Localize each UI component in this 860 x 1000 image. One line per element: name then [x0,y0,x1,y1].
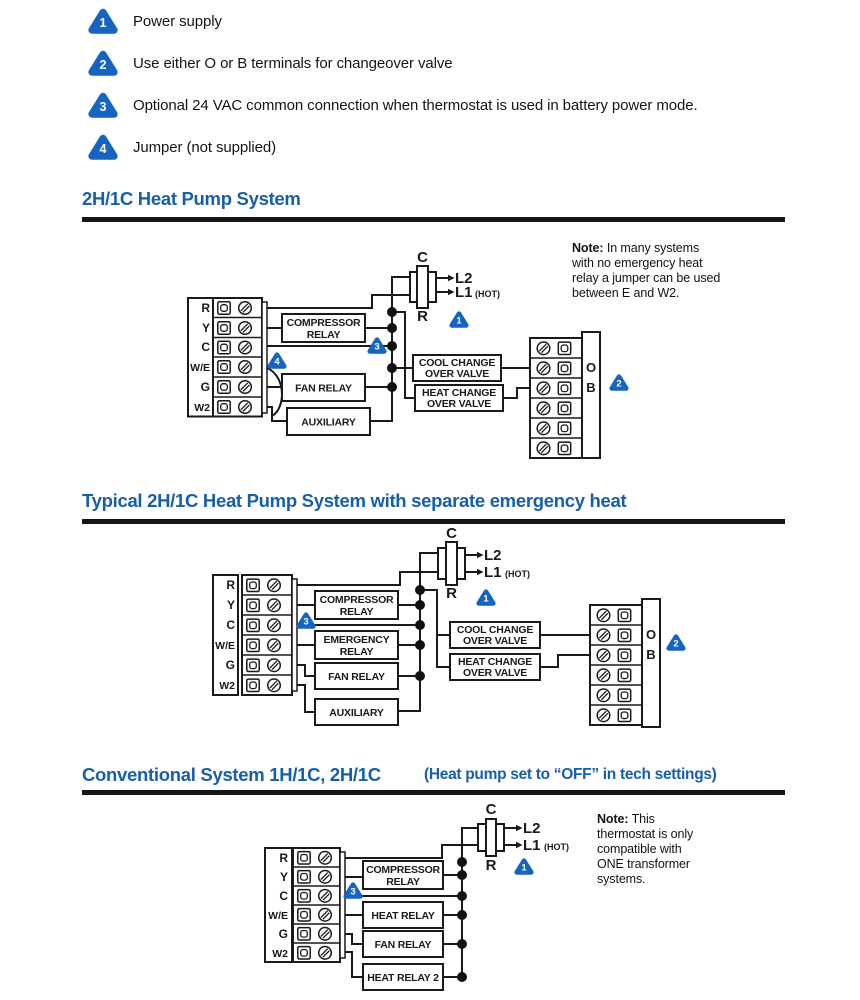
marker-3: 3 [350,886,356,898]
compressor-relay-line1: COMPRESSOR [286,317,361,329]
transformer-r-label: R [485,857,497,874]
legend-text-2: Use either O or B terminals for changeover valve [133,54,453,72]
l1-label: L1 [455,284,473,301]
l1-label: L1 [484,564,502,581]
terminal-label-y: Y [279,870,288,884]
transformer-r-label: R [446,585,457,602]
thermostat-terminal-block [213,575,297,695]
l2-label: L2 [523,820,541,837]
fan-relay-label: FAN RELAY [374,939,432,951]
cool-valve-line2: OVER VALVE [462,635,528,647]
section-1-title: 2H/1C Heat Pump System [82,188,301,209]
transformer-c-label: C [485,801,497,818]
strip-b-label: B [646,647,656,662]
auxiliary-label: AUXILIARY [301,416,356,429]
compressor-relay-line1: COMPRESSOR [319,594,394,606]
marker-2: 2 [616,378,622,390]
terminal-label-r: R [279,851,288,865]
l2-label: L2 [484,547,502,564]
compressor-relay-line2: RELAY [339,606,374,618]
l2-label: L2 [455,270,473,287]
l1-hot-label: (HOT) [544,842,569,852]
svg-text:1: 1 [99,16,107,30]
strip-b-label: B [586,380,596,395]
terminal-label-g: G [200,380,210,394]
section-2-title: Typical 2H/1C Heat Pump System with separate emergency heat [82,490,627,511]
diagram-conventional [265,801,569,990]
terminal-label-w2: W2 [219,680,235,692]
marker-1: 1 [456,315,462,327]
strip-o-label: O [585,360,597,375]
marker-2: 2 [673,638,679,650]
diagram-2h1c-emergency-heat [213,525,683,727]
terminal-label-c: C [279,889,288,903]
note-1-text: In many systems with no emergency heat relay a jumper can be used between E and W2. [572,241,721,300]
terminal-label-we: W/E [190,362,210,374]
fan-relay-label: FAN RELAY [328,671,385,683]
thermostat-terminal-block [265,848,345,962]
terminal-label-g: G [278,927,288,941]
terminal-label-c: C [226,618,235,632]
thermostat-terminal-block [188,298,267,417]
strip-o-label: O [645,627,657,642]
heat-valve-line1: HEAT CHANGE [421,387,497,399]
terminal-label-c: C [201,340,210,354]
heat-valve-line2: OVER VALVE [426,398,492,410]
compressor-relay-line2: RELAY [386,876,420,888]
heat-relay-label: HEAT RELAY [371,910,435,922]
relay-boxes [315,591,540,725]
terminal-label-y: Y [226,598,235,612]
terminal-label-we: W/E [268,910,288,922]
terminal-label-r: R [226,578,235,592]
marker-4: 4 [274,356,280,368]
terminal-label-r: R [201,301,210,315]
cool-valve-line1: COOL CHANGE [418,357,496,369]
section-3-subtitle: (Heat pump set to “OFF” in tech settings) [424,766,717,783]
diagram-2h1c-heat-pump [188,249,626,458]
terminal-label-we: W/E [215,640,235,652]
heat-valve-line2: OVER VALVE [462,667,528,679]
svg-text:2: 2 [99,58,107,72]
terminal-label-g: G [225,658,235,672]
note-3-label: Note: [597,812,629,826]
jumper-arc [267,368,282,416]
transformer-c-label: C [417,249,428,266]
auxiliary-label: AUXILIARY [329,707,384,719]
cool-valve-line2: OVER VALVE [424,368,490,380]
transformer [410,249,500,325]
svg-text:4: 4 [99,142,107,156]
fan-relay-label: FAN RELAY [295,382,352,395]
svg-text:3: 3 [99,100,107,114]
marker-1: 1 [483,593,489,605]
section-3-title: Conventional System 1H/1C, 2H/1C [82,764,381,785]
equipment-terminal-strip [590,599,660,727]
marker-3: 3 [303,616,309,628]
marker-3: 3 [374,341,380,353]
terminal-label-w2: W2 [272,948,288,960]
legend-text-4: Jumper (not supplied) [133,138,276,156]
note-3-text: This thermostat is only compatible with ONE transformer systems. [597,812,694,886]
legend-text-3: Optional 24 VAC common connection when thermostat is used in battery power mode. [133,96,698,114]
compressor-relay-line2: RELAY [306,329,341,341]
l1-hot-label: (HOT) [505,569,530,579]
terminal-label-y: Y [201,321,210,335]
legend-text-1: Power supply [133,12,222,30]
heat-valve-line1: HEAT CHANGE [457,656,533,668]
l1-label: L1 [523,837,541,854]
l1-hot-label: (HOT) [475,289,500,299]
cool-valve-line1: COOL CHANGE [456,624,534,636]
note-1-label: Note: [572,241,604,255]
relay-boxes [363,861,443,990]
heat-relay-2-label: HEAT RELAY 2 [367,972,439,984]
equipment-terminal-strip [530,332,600,458]
marker-1: 1 [521,862,527,874]
emergency-relay-line2: RELAY [339,646,374,658]
compressor-relay-line1: COMPRESSOR [366,864,440,876]
transformer-c-label: C [446,525,457,542]
emergency-relay-line1: EMERGENCY [323,634,390,646]
terminal-label-w2: W2 [194,402,210,414]
transformer-r-label: R [417,308,428,325]
